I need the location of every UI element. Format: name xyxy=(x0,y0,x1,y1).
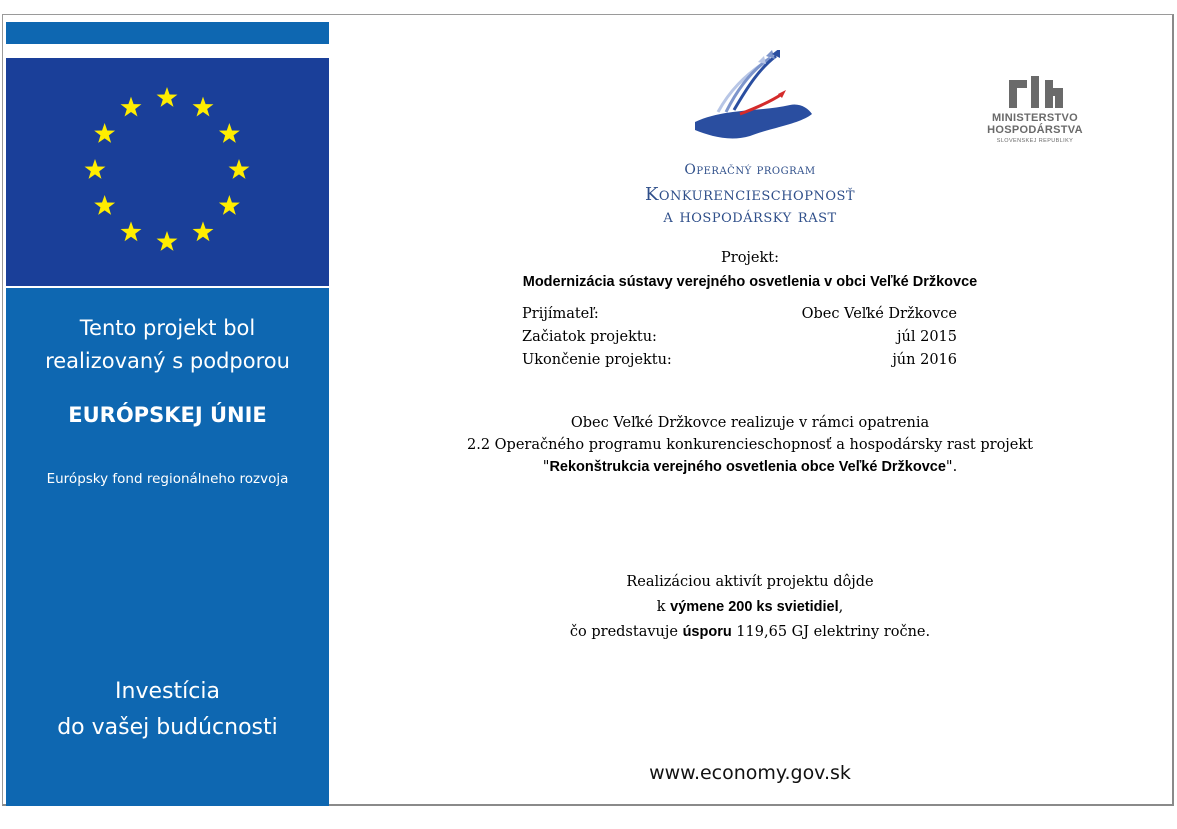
ministry-line-2: HOSPODÁRSTVA xyxy=(987,124,1083,136)
eu-star-icon xyxy=(229,159,250,179)
slogan-line-1: Investícia xyxy=(115,679,220,704)
website-url: www.economy.gov.sk xyxy=(649,762,851,784)
project-name: Rekonštrukcia verejného osvetlenia obce Veľké Držkovce xyxy=(549,459,946,475)
project-title: Modernizácia sústavy verejného osvetlenia v obci Veľké Držkovce xyxy=(522,274,978,290)
recipient-value: Obec Veľké Držkovce xyxy=(801,306,957,322)
result-line-2 xyxy=(330,595,1170,620)
project-label: Projekt: xyxy=(721,250,779,266)
luminaire-count: výmene 200 ks svietidiel xyxy=(670,599,839,615)
eu-line-1: Tento projekt bol xyxy=(79,316,256,340)
description-line-2: 2.2 Operačného programu konkurencieschopnosť a hospodársky rast projekt xyxy=(467,437,1033,453)
eu-star-icon xyxy=(219,195,240,215)
eu-flag xyxy=(6,58,329,286)
slogan-line-2: do vašej budúcnosti xyxy=(57,715,278,740)
eu-star-icon xyxy=(157,87,178,107)
quote-close: ". xyxy=(945,459,958,475)
eu-star-icon xyxy=(157,231,178,251)
eu-star-icon xyxy=(121,97,142,117)
description-line-3 xyxy=(330,456,1170,478)
op-logo-arrows-icon xyxy=(690,50,820,150)
eu-panel xyxy=(6,14,329,806)
eu-star-icon xyxy=(219,123,240,143)
project-description xyxy=(330,412,1170,478)
result-line-3 xyxy=(330,620,1170,645)
eu-investment-slogan xyxy=(6,674,329,746)
end-label: Ukončenie projektu: xyxy=(522,352,672,368)
eu-support-text xyxy=(6,312,329,378)
ministry-mark-icon xyxy=(1005,76,1065,110)
description-line-1: Obec Veľké Držkovce realizuje v rámci opatrenia xyxy=(570,415,930,431)
project-result xyxy=(330,570,1170,645)
savings-label: úsporu xyxy=(682,624,732,640)
end-value: jún 2016 xyxy=(892,352,957,368)
op-line-3: a hospodársky rast xyxy=(663,206,837,227)
eu-star-icon xyxy=(193,221,214,241)
quote-open: " xyxy=(542,459,550,475)
op-line-2: Konkurencieschopnosť xyxy=(644,184,856,205)
ministry-line-1: MINISTERSTVO xyxy=(991,112,1079,124)
eu-stars-icon xyxy=(6,58,329,286)
eu-fund-name: Európsky fond regionálneho rozvoja xyxy=(46,471,289,487)
eu-star-icon xyxy=(94,123,115,143)
eu-star-icon xyxy=(85,159,106,179)
ministry-logo xyxy=(975,76,1095,144)
recipient-label: Prijímateľ: xyxy=(522,306,599,322)
savings-prefix: čo predstavuje xyxy=(569,624,683,640)
eu-line-2: realizovaný s podporou xyxy=(45,349,290,373)
top-blue-stripe xyxy=(6,22,329,44)
eu-star-icon xyxy=(193,97,214,117)
eu-union-title: EURÓPSKEJ ÚNIE xyxy=(68,403,267,427)
result-line-1: Realizáciou aktivít projektu dôjde xyxy=(626,574,874,590)
start-label: Začiatok projektu: xyxy=(522,329,657,345)
result-comma: , xyxy=(838,599,844,615)
ministry-line-3: SLOVENSKEJ REPUBLIKY xyxy=(996,138,1074,144)
op-logo-text xyxy=(600,162,900,228)
savings-value: 119,65 GJ elektriny ročne. xyxy=(731,624,931,640)
start-value: júl 2015 xyxy=(897,329,957,345)
eu-star-icon xyxy=(94,195,115,215)
eu-star-icon xyxy=(121,221,142,241)
result-prefix: k xyxy=(656,599,671,615)
op-line-1: Operačný program xyxy=(684,162,816,178)
